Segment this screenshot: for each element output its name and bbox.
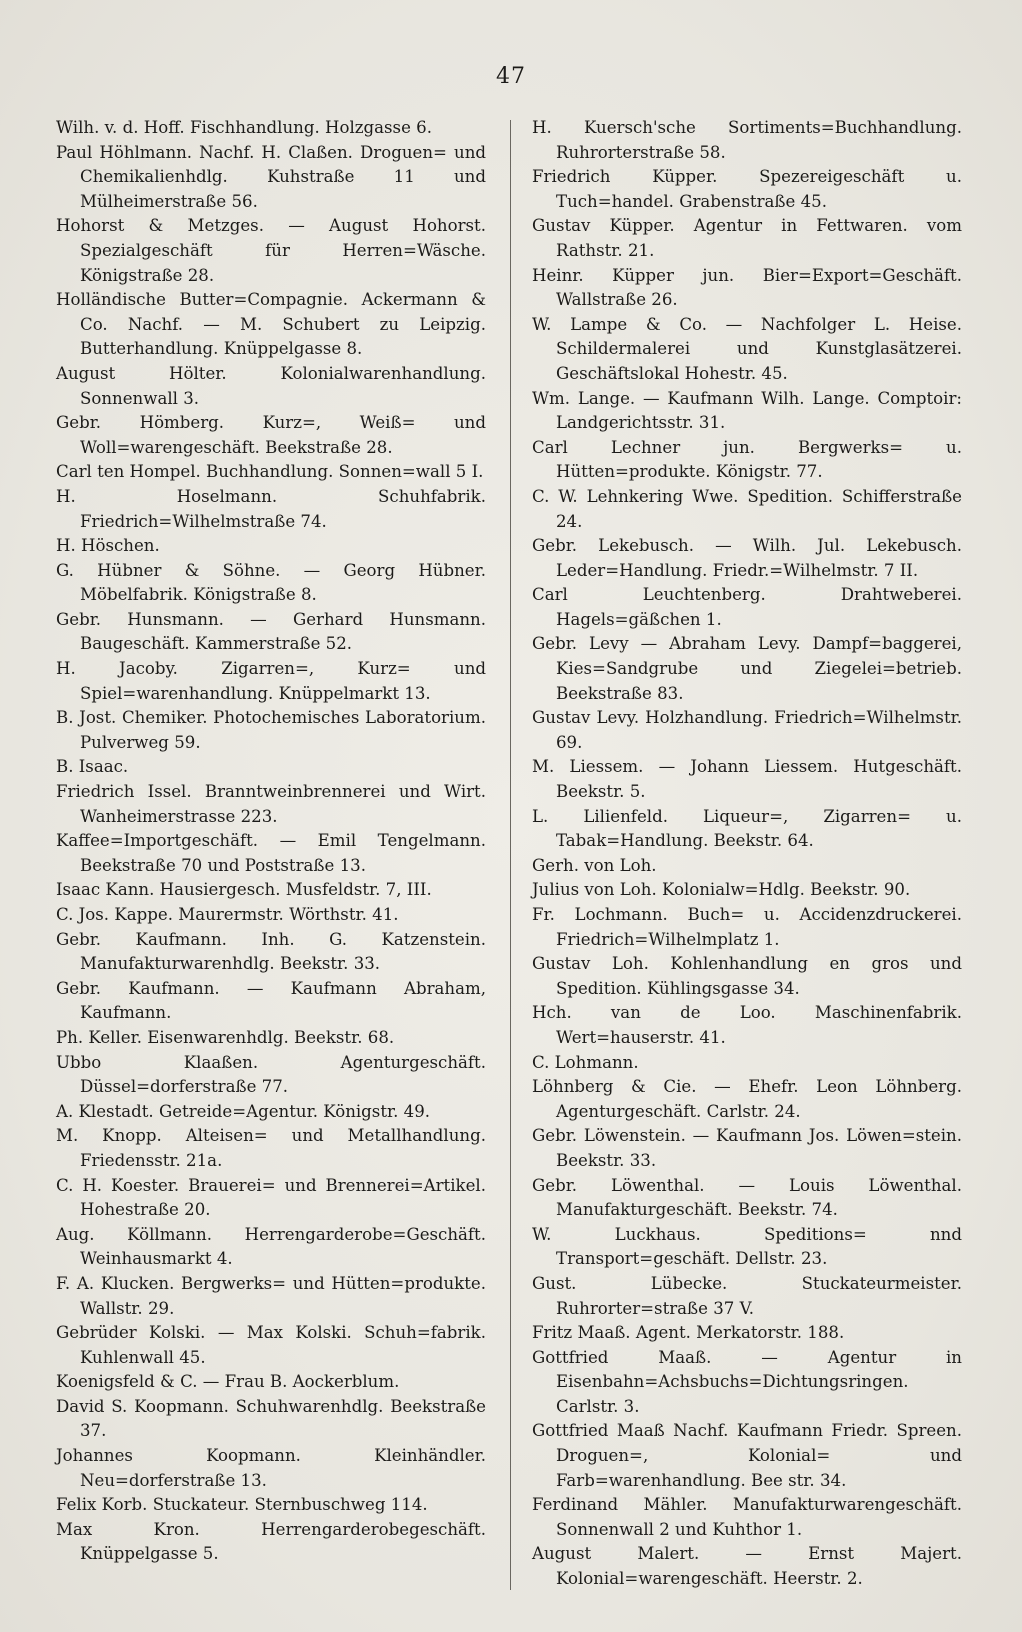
directory-entry: F. A. Klucken. Bergwerks= und Hütten=produkte. Wallstr. 29.: [56, 1273, 486, 1318]
directory-entry: Carl Lechner jun. Bergwerks= u. Hütten=produkte. Königstr. 77.: [532, 437, 962, 482]
directory-entry: Paul Höhlmann. Nachf. H. Claßen. Droguen= und Chemikalienhdlg. Kuhstraße 11 und Mülheimerstraße 56.: [56, 142, 486, 211]
page-number: 47: [496, 64, 526, 89]
directory-entry: Hohorst & Metzges. — August Hohorst. Spezialgeschäft für Herren=Wäsche. Königstraße 28.: [56, 216, 486, 285]
directory-entry: Felix Korb. Stuckateur. Sternbuschweg 114.: [56, 1495, 428, 1515]
directory-entry: W. Luckhaus. Speditions= nnd Transport=geschäft. Dellstr. 23.: [532, 1224, 962, 1269]
directory-entry: W. Lampe & Co. — Nachfolger L. Heise. Schildermalerei und Kunstglasätzerei. Geschäftslokal Hohestr. 45.: [532, 314, 962, 383]
directory-entry: Fr. Lochmann. Buch= u. Accidenzdruckerei. Friedrich=Wilhelmplatz 1.: [532, 905, 962, 949]
directory-entry: August Malert. — Ernst Majert. Kolonial=warengeschäft. Heerstr. 2.: [532, 1544, 962, 1589]
directory-entry: Gebr. Lekebusch. — Wilh. Jul. Lekebusch. Leder=Handlung. Friedr.=Wilhelmstr. 7 II.: [532, 536, 962, 580]
directory-entry: Gustav Loh. Kohlenhandlung en gros und Spedition. Kühlingsgasse 34.: [532, 954, 962, 998]
directory-entry: Koenigsfeld & C. — Frau B. Aockerblum.: [56, 1372, 400, 1392]
directory-entry: H. Hoselmann. Schuhfabrik. Friedrich=Wilhelmstraße 74.: [56, 486, 486, 531]
directory-entry: Holländische Butter=Compagnie. Ackermann & Co. Nachf. — M. Schubert zu Leipzig. Butterhandlung. Knüppelgasse 8.: [56, 290, 486, 359]
directory-entry: B. Jost. Chemiker. Photochemisches Laboratorium. Pulverweg 59.: [56, 708, 486, 752]
directory-entry: Kaffee=Importgeschäft. — Emil Tengelmann. Beekstraße 70 und Poststraße 13.: [56, 831, 486, 875]
directory-entry: Gebr. Levy — Abraham Levy. Dampf=baggerei, Kies=Sandgrube und Ziegelei=betrieb. Beekstraße 83.: [532, 634, 962, 703]
directory-entry: Wilh. v. d. Hoff. Fischhandlung. Holzgasse 6.: [56, 118, 432, 137]
directory-entry: Gebrüder Kolski. — Max Kolski. Schuh=fabrik. Kuhlenwall 45.: [56, 1323, 486, 1367]
directory-entry: Gebr. Löwenstein. — Kaufmann Jos. Löwen=stein. Beekstr. 33.: [532, 1126, 962, 1170]
directory-entry: Aug. Köllmann. Herrengarderobe=Geschäft. Weinhausmarkt 4.: [56, 1224, 486, 1269]
directory-entry: A. Klestadt. Getreide=Agentur. Königstr. 49.: [56, 1101, 431, 1121]
directory-entry: Carl ten Hompel. Buchhandlung. Sonnen=wall 5 I.: [56, 462, 484, 482]
directory-entry: Gebr. Kaufmann. Inh. G. Katzenstein. Manufakturwarenhdlg. Beekstr. 33.: [56, 929, 486, 974]
directory-entry: Ferdinand Mähler. Manufakturwarengeschäft. Sonnenwall 2 und Kuhthor 1.: [532, 1495, 962, 1539]
directory-entry: Johannes Koopmann. Kleinhändler. Neu=dorferstraße 13.: [56, 1446, 486, 1490]
directory-entry: G. Hübner & Söhne. — Georg Hübner. Möbelfabrik. Königstraße 8.: [56, 560, 486, 605]
directory-entry: Gustav Levy. Holzhandlung. Friedrich=Wilhelmstr. 69.: [532, 708, 962, 752]
directory-entry: M. Liessem. — Johann Liessem. Hutgeschäft. Beekstr. 5.: [532, 757, 962, 802]
directory-entry: Gottfried Maaß. — Agentur in Eisenbahn=Achsbuchs=Dichtungsringen. Carlstr. 3.: [532, 1347, 962, 1416]
directory-entry: C. W. Lehnkering Wwe. Spedition. Schifferstraße 24.: [532, 486, 962, 531]
directory-entry: H. Jacoby. Zigarren=, Kurz= und Spiel=warenhandlung. Knüppelmarkt 13.: [56, 659, 486, 703]
directory-entry: C. Jos. Kappe. Maurermstr. Wörthstr. 41.: [56, 905, 399, 924]
directory-entry: Gebr. Hunsmann. — Gerhard Hunsmann. Baugeschäft. Kammerstraße 52.: [56, 609, 486, 654]
directory-entry: Wm. Lange. — Kaufmann Wilh. Lange. Comptoir: Landgerichtsstr. 31.: [532, 388, 962, 433]
directory-entry: Carl Leuchtenberg. Drahtweberei. Hagels=gäßchen 1.: [532, 585, 962, 629]
directory-entry: David S. Koopmann. Schuhwarenhdlg. Beekstraße 37.: [56, 1396, 486, 1441]
directory-entry: Fritz Maaß. Agent. Merkatorstr. 188.: [532, 1323, 845, 1343]
directory-entry: Ubbo Klaaßen. Agenturgeschäft. Düssel=dorferstraße 77.: [56, 1052, 486, 1097]
directory-entry: B. Isaac.: [56, 757, 129, 777]
directory-entry: Löhnberg & Cie. — Ehefr. Leon Löhnberg. Agenturgeschäft. Carlstr. 24.: [532, 1077, 962, 1121]
directory-entry: Hch. van de Loo. Maschinenfabrik. Wert=hauserstr. 41.: [532, 1003, 962, 1047]
directory-entry: Isaac Kann. Hausiergesch. Musfeldstr. 7, III.: [56, 880, 432, 900]
directory-entry: Gottfried Maaß Nachf. Kaufmann Friedr. Spreen. Droguen=, Kolonial= und Farb=warenhandlung. Bee str. 34.: [532, 1421, 962, 1490]
directory-entry: Max Kron. Herrengarderobegeschäft. Knüppelgasse 5.: [56, 1519, 486, 1564]
directory-entry: Friedrich Issel. Branntweinbrennerei und Wirt. Wanheimerstrasse 223.: [56, 782, 486, 826]
directory-entry: Gust. Lübecke. Stuckateurmeister. Ruhrorter=straße 37 V.: [532, 1273, 962, 1318]
directory-entry: August Hölter. Kolonialwarenhandlung. Sonnenwall 3.: [56, 363, 486, 408]
directory-entry: Gebr. Kaufmann. — Kaufmann Abraham, Kaufmann.: [56, 978, 486, 1023]
directory-entry: Friedrich Küpper. Spezereigeschäft u. Tuch=handel. Grabenstraße 45.: [532, 167, 962, 211]
left-column: [56, 116, 486, 1567]
directory-entry: H. Kuersch'sche Sortiments=Buchhandlung. Ruhrorterstraße 58.: [532, 118, 962, 162]
directory-entry: Gebr. Hömberg. Kurz=, Weiß= und Woll=warengeschäft. Beekstraße 28.: [56, 413, 486, 457]
directory-entry: Gebr. Löwenthal. — Louis Löwenthal. Manufakturgeschäft. Beekstr. 74.: [532, 1175, 962, 1220]
directory-entry: H. Höschen.: [56, 536, 160, 556]
directory-entry: Gustav Küpper. Agentur in Fettwaren. vom Rathstr. 21.: [532, 216, 962, 260]
directory-entry: C. H. Koester. Brauerei= und Brennerei=Artikel. Hohestraße 20.: [56, 1175, 486, 1220]
column-divider: [510, 120, 511, 1590]
directory-entry: M. Knopp. Alteisen= und Metallhandlung. Friedensstr. 21a.: [56, 1126, 486, 1170]
directory-entry: Julius von Loh. Kolonialw=Hdlg. Beekstr. 90.: [532, 880, 911, 900]
directory-entry: Heinr. Küpper jun. Bier=Export=Geschäft. Wallstraße 26.: [532, 265, 962, 310]
directory-entry: L. Lilienfeld. Liqueur=, Zigarren= u. Tabak=Handlung. Beekstr. 64.: [532, 806, 962, 851]
directory-entry: Gerh. von Loh.: [532, 855, 657, 875]
right-column: [532, 116, 962, 1592]
directory-entry: C. Lohmann.: [532, 1052, 639, 1072]
directory-entry: Ph. Keller. Eisenwarenhdlg. Beekstr. 68.: [56, 1027, 395, 1047]
